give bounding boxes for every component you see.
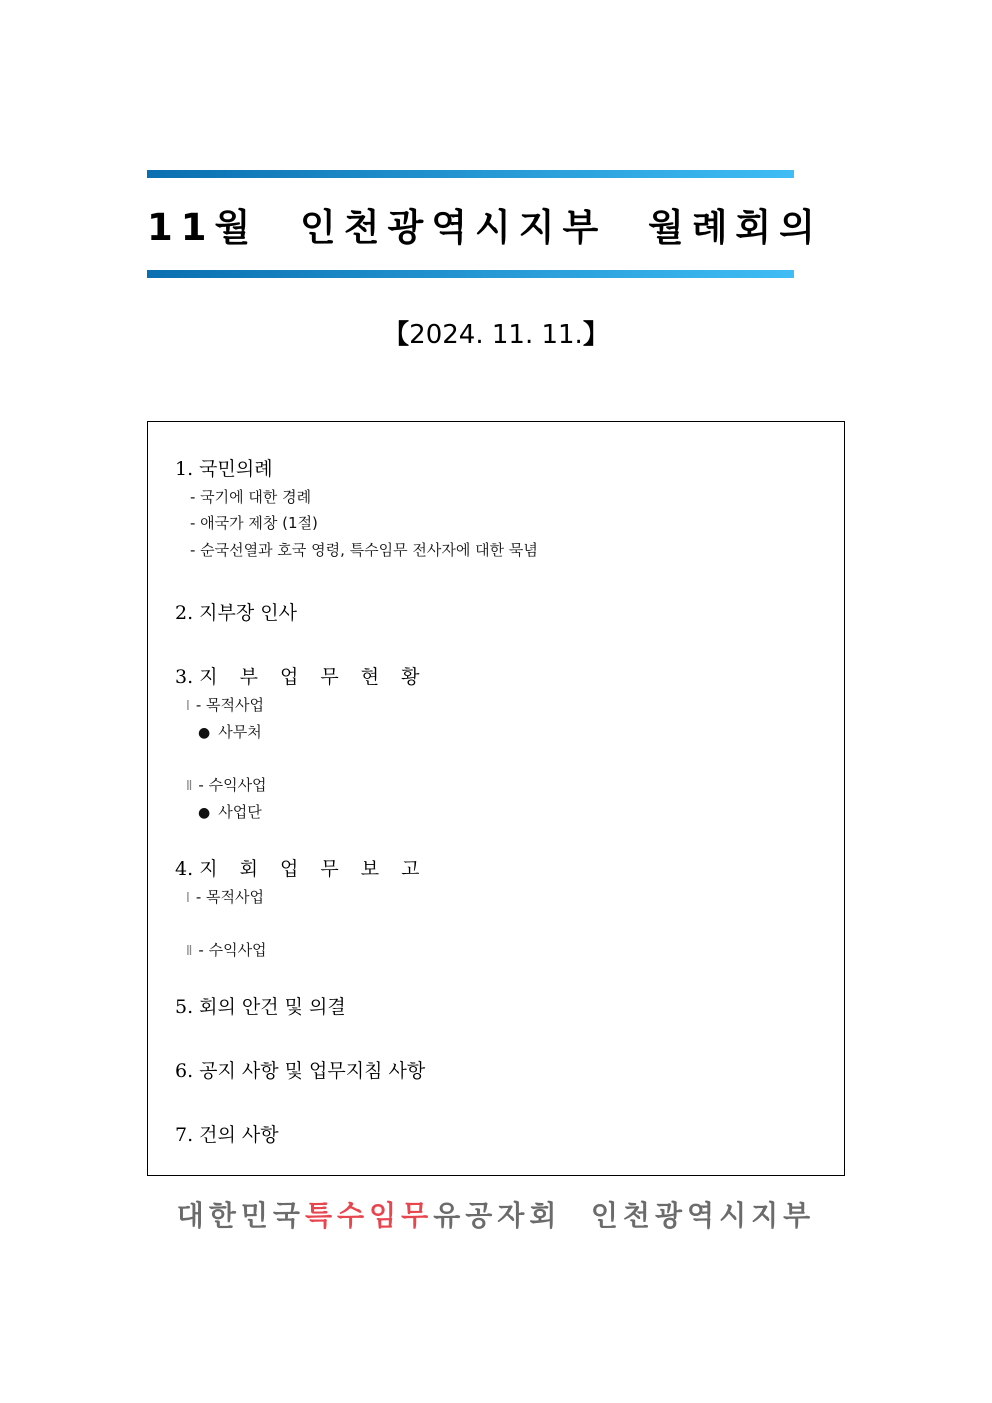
section-4-title: 지 회 업 무 보 고 xyxy=(199,858,428,880)
footer-part-branch: 유공자회 인천광역시지부 xyxy=(433,1199,816,1232)
section-3-business-unit-item xyxy=(198,801,262,822)
section-3-title: 지 부 업 무 현 황 xyxy=(199,666,428,688)
agenda-item-anthem: - 애국가 제창 (1절) xyxy=(190,514,318,532)
footer-part-korea: 대한민국 xyxy=(176,1199,305,1232)
agenda-box xyxy=(147,421,845,1176)
roman-numeral-2: Ⅱ xyxy=(186,779,193,794)
agenda-section-1: 1. 국민의례 xyxy=(175,458,273,480)
business-unit-label: 사업단 xyxy=(218,803,262,821)
agenda-section-5: 5. 회의 안건 및 의결 xyxy=(175,996,346,1018)
page-title: 11월 인천광역시지부 월례회의 xyxy=(147,206,823,249)
date-bracket-open: 【 xyxy=(383,320,410,350)
agenda-item-silent-tribute: - 순국선열과 호국 영령, 특수임무 전사자에 대한 묵념 xyxy=(190,541,538,559)
section-3-office-item xyxy=(198,721,262,742)
title-top-rule xyxy=(147,170,794,178)
section-4-revenue-business xyxy=(186,939,267,960)
office-label: 사무처 xyxy=(218,723,262,741)
section-3-revenue-business xyxy=(186,774,267,795)
revenue-business-label: - 수익사업 xyxy=(198,776,267,794)
agenda-section-2: 2. 지부장 인사 xyxy=(175,602,297,624)
agenda-section-3 xyxy=(175,662,428,689)
agenda-item-flag-salute: - 국기에 대한 경례 xyxy=(190,488,312,506)
roman-numeral-1: Ⅰ xyxy=(186,699,190,714)
section-4-purpose-business xyxy=(186,886,264,907)
purpose-business-label: - 목적사업 xyxy=(195,888,264,906)
section-3-purpose-business xyxy=(186,694,264,715)
title-bottom-rule xyxy=(147,270,794,278)
date-text: 2024. 11. 11. xyxy=(409,320,583,350)
footer-part-special-mission: 특수임무 xyxy=(304,1199,434,1232)
agenda-section-7: 7. 건의 사항 xyxy=(175,1124,279,1146)
revenue-business-label: - 수익사업 xyxy=(198,941,267,959)
roman-numeral-1: Ⅰ xyxy=(186,891,190,906)
agenda-section-6: 6. 공지 사항 및 업무지침 사항 xyxy=(175,1060,426,1082)
meeting-date xyxy=(0,314,992,351)
date-bracket-close: 】 xyxy=(582,320,609,350)
agenda-section-4 xyxy=(175,854,428,881)
section-3-number: 3. xyxy=(175,666,194,688)
section-4-number: 4. xyxy=(175,858,194,880)
roman-numeral-2: Ⅱ xyxy=(186,944,193,959)
purpose-business-label: - 목적사업 xyxy=(195,696,264,714)
bullet-icon: ● xyxy=(198,725,211,741)
organization-footer xyxy=(0,1194,992,1234)
bullet-icon: ● xyxy=(198,805,211,821)
